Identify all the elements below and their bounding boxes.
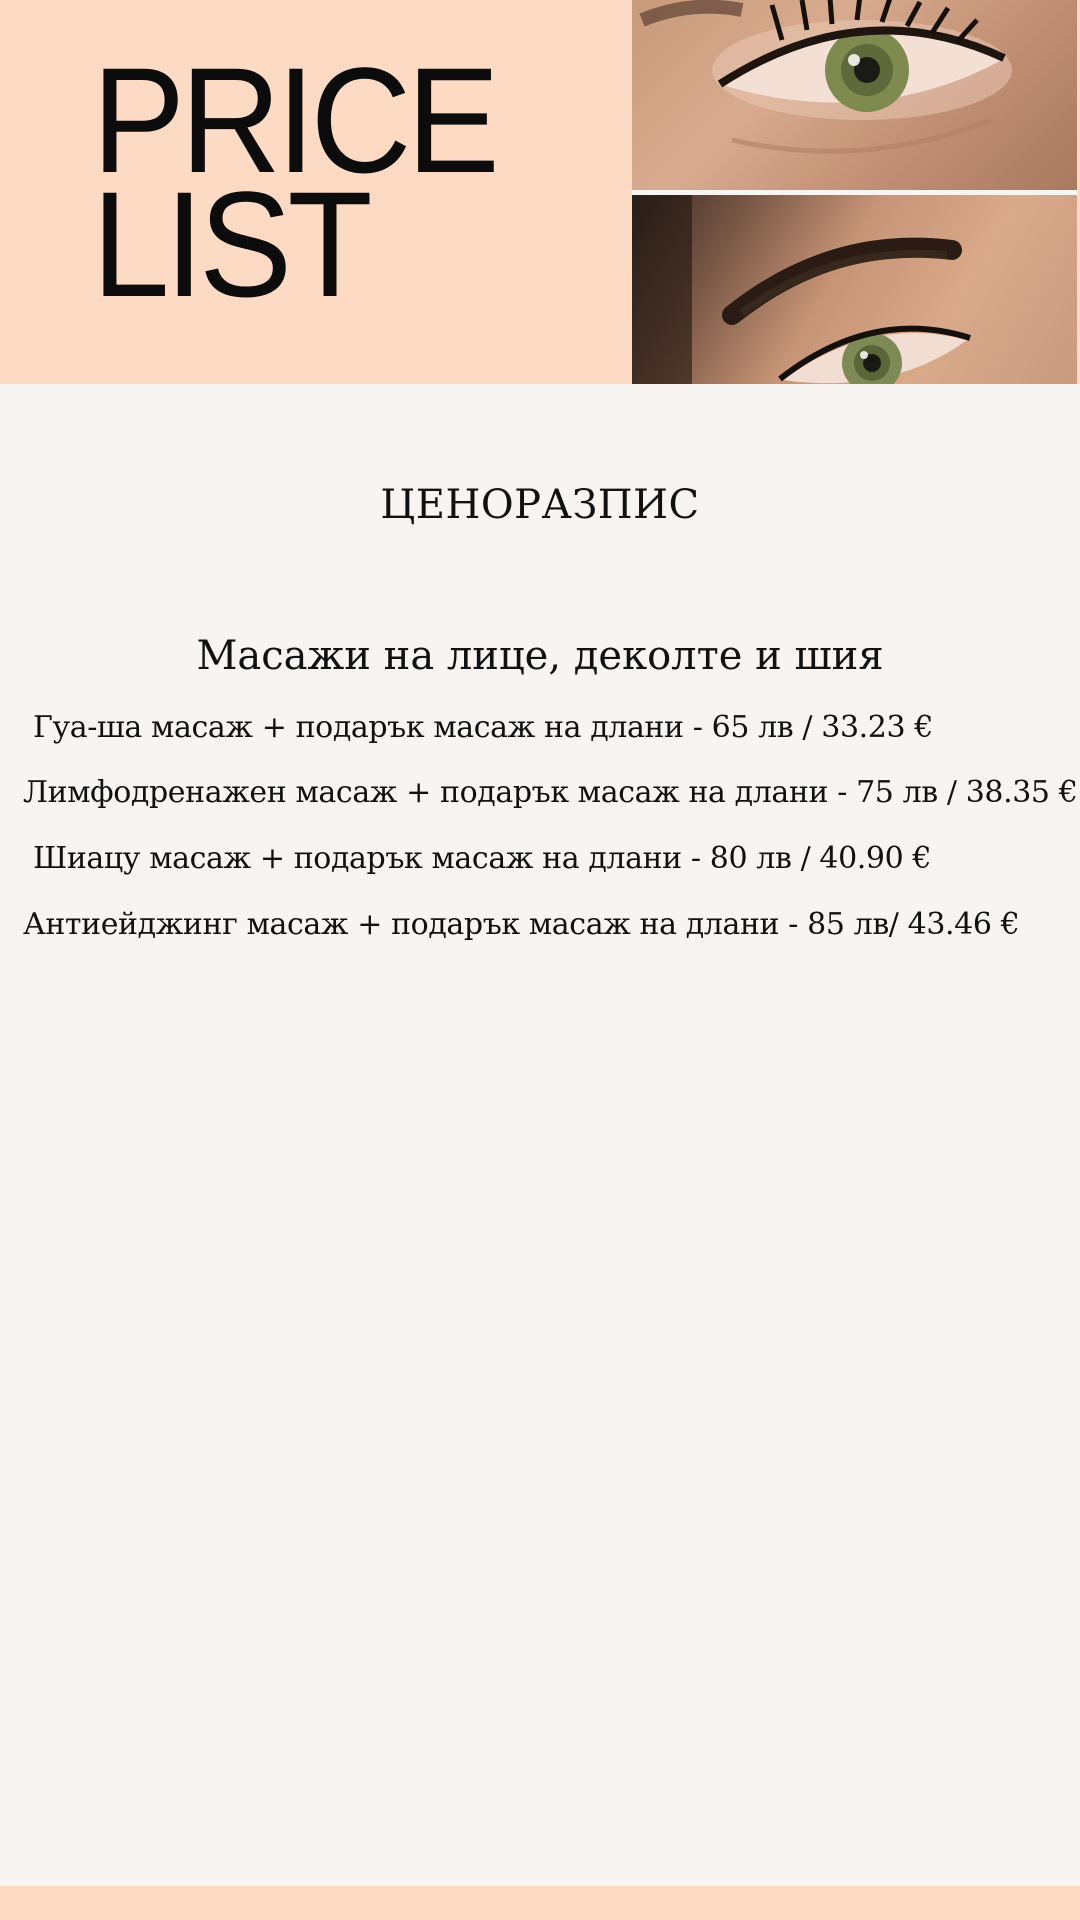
eye-photo-illustration-top xyxy=(632,0,1077,190)
section-title-face-massage: Масажи на лице, деколте и шия xyxy=(196,633,884,679)
price-item-gua-sha: Гуа-ша масаж + подарък масаж на длани - 65 лв / 33.23 € xyxy=(33,710,933,745)
title-line-price: PRICE xyxy=(92,36,496,204)
eye-brows-photo-bottom xyxy=(632,195,1077,384)
price-item-lymphatic-drainage: Лимфодренажен масаж + подарък масаж на длани - 75 лв / 38.35 € xyxy=(23,775,1078,810)
eye-lashes-photo-top xyxy=(632,0,1077,190)
title-line-list: LIST xyxy=(92,160,369,328)
price-item-shiatsu: Шиацу масаж + подарък масаж на длани - 80 лв / 40.90 € xyxy=(33,841,932,876)
eye-photo-illustration-bottom xyxy=(632,195,1077,384)
price-item-anti-aging: Антиейджинг масаж + подарък масаж на длани - 85 лв/ 43.46 € xyxy=(23,907,1020,942)
price-list-title xyxy=(92,36,496,328)
price-list-heading: ЦЕНОРАЗПИС xyxy=(380,482,700,528)
footer-band xyxy=(0,1886,1080,1920)
